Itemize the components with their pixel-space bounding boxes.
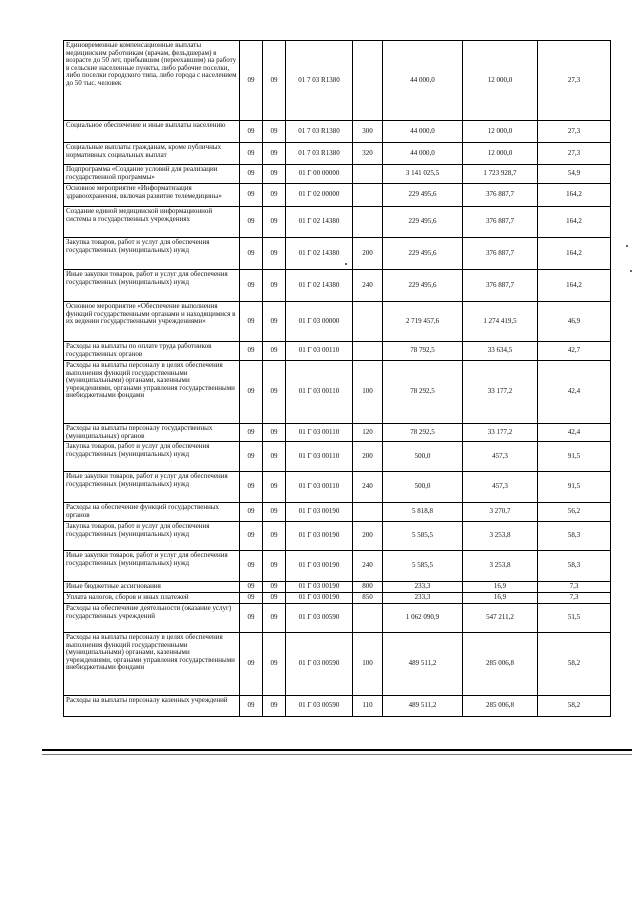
cell-vr [353, 503, 383, 522]
cell-rz: 09 [240, 522, 263, 551]
cell-csr: 01 7 03 R1380 [286, 41, 353, 121]
cell-pct: 91,5 [538, 472, 611, 503]
cell-rz: 09 [240, 143, 263, 165]
cell-vr: 100 [353, 633, 383, 696]
cell-csr: 01 Г 03 00110 [286, 361, 353, 424]
cell-v2: 33 177,2 [463, 424, 538, 442]
cell-name: Закупка товаров, работ и услуг для обеспечения государственных (муниципальных) нужд [64, 442, 240, 472]
cell-vr [353, 604, 383, 633]
cell-rz: 09 [240, 41, 263, 121]
cell-rz: 09 [240, 207, 263, 238]
cell-v1: 5 818,8 [383, 503, 463, 522]
cell-name: Подпрограмма «Создание условий для реализации государственной программы» [64, 165, 240, 184]
table-row [64, 696, 611, 717]
cell-pr: 09 [263, 696, 286, 717]
table-row [64, 604, 611, 633]
scan-speck [345, 263, 347, 265]
cell-csr: 01 Г 03 00190 [286, 522, 353, 551]
cell-rz: 09 [240, 604, 263, 633]
cell-v2: 3 253,8 [463, 522, 538, 551]
cell-name: Социальные выплаты гражданам, кроме публичных нормативных социальных выплат [64, 143, 240, 165]
cell-pr: 09 [263, 238, 286, 270]
cell-name: Расходы на выплаты персоналу казенных учреждений [64, 696, 240, 717]
cell-v1: 3 141 025,5 [383, 165, 463, 184]
cell-rz: 09 [240, 442, 263, 472]
table-row [64, 442, 611, 472]
cell-vr: 850 [353, 593, 383, 604]
cell-rz: 09 [240, 165, 263, 184]
table-row [64, 41, 611, 121]
cell-v1: 5 585,5 [383, 551, 463, 582]
cell-name: Иные закупки товаров, работ и услуг для обеспечения государственных (муниципальных) нужд [64, 551, 240, 582]
page-bottom-rule [42, 749, 632, 751]
cell-v1: 229 495,6 [383, 238, 463, 270]
cell-pr: 09 [263, 361, 286, 424]
cell-csr: 01 Г 03 00110 [286, 342, 353, 361]
table-row [64, 184, 611, 207]
cell-v2: 547 211,2 [463, 604, 538, 633]
cell-name: Иные закупки товаров, работ и услуг для обеспечения государственных (муниципальных) нужд [64, 472, 240, 503]
cell-csr: 01 Г 03 00110 [286, 442, 353, 472]
cell-pct: 164,2 [538, 207, 611, 238]
cell-csr: 01 Г 00 00000 [286, 165, 353, 184]
cell-name: Расходы на выплаты персоналу государственных (муниципальных) органов [64, 424, 240, 442]
cell-v2: 1 274 419,5 [463, 302, 538, 342]
table-row [64, 633, 611, 696]
table-row [64, 302, 611, 342]
cell-vr: 200 [353, 442, 383, 472]
cell-pr: 09 [263, 551, 286, 582]
cell-rz: 09 [240, 696, 263, 717]
cell-csr: 01 Г 03 00590 [286, 604, 353, 633]
cell-v1: 500,0 [383, 442, 463, 472]
cell-name: Основное мероприятие «Информатизация здравоохранения, включая развитие телемедицины» [64, 184, 240, 207]
cell-pct: 27,3 [538, 143, 611, 165]
cell-v2: 3 270,7 [463, 503, 538, 522]
cell-v1: 489 511,2 [383, 696, 463, 717]
table-body [64, 41, 611, 717]
cell-csr: 01 Г 02 14380 [286, 207, 353, 238]
cell-rz: 09 [240, 503, 263, 522]
cell-pct: 27,3 [538, 41, 611, 121]
cell-pr: 09 [263, 424, 286, 442]
cell-name: Создание единой медицинской информационной системы в государственных учреждениях [64, 207, 240, 238]
cell-v2: 285 006,8 [463, 696, 538, 717]
cell-name: Расходы на выплаты персоналу в целях обеспечения выполнения функций государственными (муниципальными) органами, казенными учреждениями, органами управления государственными внебюджетными фондами [64, 633, 240, 696]
cell-v2: 33 634,5 [463, 342, 538, 361]
cell-v1: 489 511,2 [383, 633, 463, 696]
cell-rz: 09 [240, 121, 263, 143]
cell-v1: 229 495,6 [383, 270, 463, 302]
cell-name: Иные бюджетные ассигнования [64, 582, 240, 593]
cell-vr: 100 [353, 361, 383, 424]
cell-pct: 7,3 [538, 593, 611, 604]
cell-v2: 457,3 [463, 472, 538, 503]
cell-v1: 233,3 [383, 593, 463, 604]
cell-pr: 09 [263, 633, 286, 696]
cell-v2: 12 000,0 [463, 41, 538, 121]
cell-name: Расходы на выплаты по оплате труда работников государственных органов [64, 342, 240, 361]
cell-vr [353, 207, 383, 238]
cell-pr: 09 [263, 270, 286, 302]
cell-pct: 164,2 [538, 238, 611, 270]
cell-vr: 110 [353, 696, 383, 717]
cell-name: Иные закупки товаров, работ и услуг для обеспечения государственных (муниципальных) нужд [64, 270, 240, 302]
cell-name: Расходы на выплаты персоналу в целях обеспечения выполнения функций государственными (муниципальными) органами, казенными учреждениями, органами управления государственными внебюджетными фондами [64, 361, 240, 424]
cell-vr: 240 [353, 270, 383, 302]
cell-pr: 09 [263, 121, 286, 143]
table-row [64, 165, 611, 184]
cell-vr: 300 [353, 121, 383, 143]
cell-name: Закупка товаров, работ и услуг для обеспечения государственных (муниципальных) нужд [64, 238, 240, 270]
cell-pct: 164,2 [538, 270, 611, 302]
cell-v1: 44 000,0 [383, 41, 463, 121]
cell-csr: 01 7 03 R1380 [286, 143, 353, 165]
cell-pct: 7,3 [538, 582, 611, 593]
cell-csr: 01 Г 03 00190 [286, 503, 353, 522]
table-row [64, 361, 611, 424]
cell-v2: 33 177,2 [463, 361, 538, 424]
cell-vr: 240 [353, 472, 383, 503]
cell-pr: 09 [263, 302, 286, 342]
cell-rz: 09 [240, 551, 263, 582]
scan-speck [626, 245, 628, 247]
cell-csr: 01 7 03 R1380 [286, 121, 353, 143]
cell-vr [353, 184, 383, 207]
cell-v2: 285 006,8 [463, 633, 538, 696]
cell-pct: 91,5 [538, 442, 611, 472]
cell-csr: 01 Г 02 00000 [286, 184, 353, 207]
cell-vr [353, 165, 383, 184]
cell-vr: 120 [353, 424, 383, 442]
cell-v1: 1 062 090,9 [383, 604, 463, 633]
cell-pct: 42,4 [538, 424, 611, 442]
cell-rz: 09 [240, 270, 263, 302]
cell-rz: 09 [240, 361, 263, 424]
cell-v1: 2 719 457,6 [383, 302, 463, 342]
cell-pr: 09 [263, 472, 286, 503]
cell-v2: 16,9 [463, 593, 538, 604]
cell-pr: 09 [263, 582, 286, 593]
budget-table [63, 40, 611, 717]
table-row [64, 582, 611, 593]
cell-pct: 42,4 [538, 361, 611, 424]
cell-pr: 09 [263, 41, 286, 121]
cell-v1: 229 495,6 [383, 184, 463, 207]
cell-name: Уплата налогов, сборов и иных платежей [64, 593, 240, 604]
cell-rz: 09 [240, 593, 263, 604]
table-row [64, 121, 611, 143]
cell-vr [353, 302, 383, 342]
cell-v2: 376 887,7 [463, 184, 538, 207]
cell-pr: 09 [263, 593, 286, 604]
cell-csr: 01 Г 02 14380 [286, 270, 353, 302]
cell-name: Основное мероприятие «Обеспечение выполнения функций государственными органами и находящимися в их ведении государственными учреждениями» [64, 302, 240, 342]
cell-csr: 01 Г 03 00110 [286, 424, 353, 442]
cell-pct: 56,2 [538, 503, 611, 522]
table-row [64, 143, 611, 165]
cell-csr: 01 Г 03 00190 [286, 582, 353, 593]
cell-pr: 09 [263, 184, 286, 207]
cell-rz: 09 [240, 472, 263, 503]
cell-vr: 200 [353, 238, 383, 270]
cell-v2: 12 000,0 [463, 121, 538, 143]
cell-v2: 12 000,0 [463, 143, 538, 165]
cell-csr: 01 Г 03 00190 [286, 551, 353, 582]
cell-vr [353, 41, 383, 121]
cell-v1: 78 292,5 [383, 361, 463, 424]
cell-v1: 44 000,0 [383, 121, 463, 143]
cell-v1: 78 292,5 [383, 424, 463, 442]
cell-rz: 09 [240, 582, 263, 593]
table-row [64, 522, 611, 551]
table-row [64, 503, 611, 522]
cell-pr: 09 [263, 503, 286, 522]
cell-pr: 09 [263, 342, 286, 361]
cell-rz: 09 [240, 238, 263, 270]
cell-v2: 457,3 [463, 442, 538, 472]
table-row [64, 270, 611, 302]
cell-csr: 01 Г 03 00110 [286, 472, 353, 503]
cell-pct: 54,9 [538, 165, 611, 184]
cell-rz: 09 [240, 424, 263, 442]
cell-pct: 27,3 [538, 121, 611, 143]
page-bottom-rule-thin [42, 754, 632, 755]
cell-v2: 16,9 [463, 582, 538, 593]
cell-v2: 3 253,8 [463, 551, 538, 582]
cell-pr: 09 [263, 604, 286, 633]
cell-name: Закупка товаров, работ и услуг для обеспечения государственных (муниципальных) нужд [64, 522, 240, 551]
cell-pct: 58,2 [538, 696, 611, 717]
cell-name: Расходы на обеспечение функций государственных органов [64, 503, 240, 522]
cell-vr: 800 [353, 582, 383, 593]
cell-vr: 200 [353, 522, 383, 551]
cell-csr: 01 Г 03 00190 [286, 593, 353, 604]
table-row [64, 207, 611, 238]
scan-speck [630, 270, 632, 272]
cell-csr: 01 Г 03 00590 [286, 633, 353, 696]
cell-rz: 09 [240, 184, 263, 207]
cell-rz: 09 [240, 633, 263, 696]
cell-pr: 09 [263, 522, 286, 551]
cell-pct: 58,2 [538, 633, 611, 696]
cell-vr: 240 [353, 551, 383, 582]
cell-v1: 500,0 [383, 472, 463, 503]
cell-pct: 42,7 [538, 342, 611, 361]
cell-v2: 376 887,7 [463, 207, 538, 238]
cell-csr: 01 Г 03 00000 [286, 302, 353, 342]
cell-name: Социальное обеспечение и иные выплаты населению [64, 121, 240, 143]
cell-v2: 376 887,7 [463, 270, 538, 302]
cell-pr: 09 [263, 207, 286, 238]
cell-v1: 229 495,6 [383, 207, 463, 238]
cell-pct: 58,3 [538, 522, 611, 551]
cell-rz: 09 [240, 342, 263, 361]
cell-vr [353, 342, 383, 361]
cell-name: Расходы на обеспечение деятельности (оказание услуг) государственных учреждений [64, 604, 240, 633]
cell-csr: 01 Г 02 14380 [286, 238, 353, 270]
cell-v1: 44 000,0 [383, 143, 463, 165]
cell-v1: 5 585,5 [383, 522, 463, 551]
cell-pct: 164,2 [538, 184, 611, 207]
cell-pct: 58,3 [538, 551, 611, 582]
cell-rz: 09 [240, 302, 263, 342]
cell-v2: 376 887,7 [463, 238, 538, 270]
table-row [64, 342, 611, 361]
cell-pct: 46,9 [538, 302, 611, 342]
cell-csr: 01 Г 03 00590 [286, 696, 353, 717]
table-row [64, 551, 611, 582]
cell-v1: 78 792,5 [383, 342, 463, 361]
table-row [64, 238, 611, 270]
table-row [64, 424, 611, 442]
cell-pr: 09 [263, 442, 286, 472]
cell-pr: 09 [263, 143, 286, 165]
cell-pct: 51,5 [538, 604, 611, 633]
cell-vr: 320 [353, 143, 383, 165]
cell-v2: 1 723 928,7 [463, 165, 538, 184]
cell-pr: 09 [263, 165, 286, 184]
cell-v1: 233,3 [383, 582, 463, 593]
table-row [64, 472, 611, 503]
table-row [64, 593, 611, 604]
cell-name: Единовременные компенсационные выплаты медицинским работникам (врачам, фельдшерам) в возрасте до 50 лет, прибывшим (переехавшим) на работу в сельские населенные пункты, либо рабочие поселки, либо поселки городского типа, либо города с населением до 50 тыс. человек [64, 41, 240, 121]
